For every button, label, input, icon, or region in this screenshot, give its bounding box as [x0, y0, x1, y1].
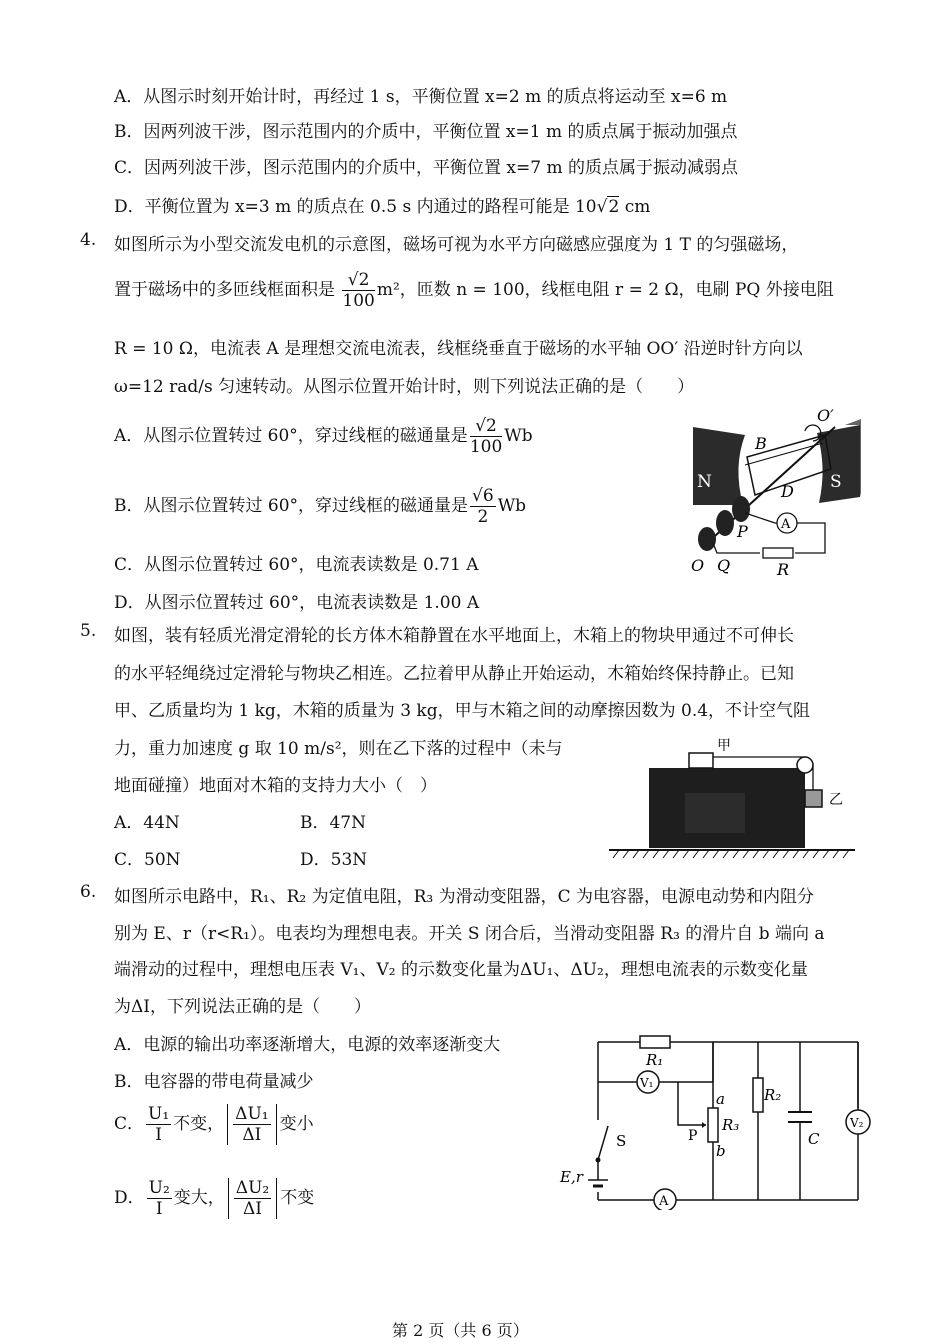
resistor-r2 [753, 1078, 763, 1112]
q6-option-c-frac2-den: ΔI [242, 1125, 262, 1145]
area-fraction [342, 270, 374, 311]
q6-option-a: A．电源的输出功率逐渐增大，电源的效率逐渐变大 [114, 1035, 501, 1055]
q5-stem-line1: 如图，装有轻质光滑定滑轮的长方体木箱静置在水平地面上，木箱上的物块甲通过不可伸长 [114, 626, 794, 646]
box-figure [605, 738, 860, 863]
q4-option-b-unit: Wb [497, 496, 527, 516]
page-footer: 第 2 页（共 6 页） [392, 1321, 529, 1340]
label-r1: R₁ [646, 1051, 664, 1069]
voltmeter-v1-label: V₁ [640, 1076, 654, 1090]
q6-option-c-mid: 不变， [173, 1114, 225, 1134]
q3-option-c: C．因两列波干涉，图示范围内的介质中，平衡位置 x=7 m 的质点属于振动减弱点 [114, 158, 738, 178]
switch-s [598, 1126, 608, 1160]
q6-option-d-frac1-num: U₂ [148, 1178, 170, 1198]
q6-option-c-frac1-num: U₁ [148, 1104, 170, 1124]
label-c: C [808, 1130, 820, 1148]
magnet-s-label: S [830, 472, 842, 492]
label-q: Q [717, 556, 731, 575]
q5-option-c: C．50N [114, 850, 181, 870]
q6-option-c-label: C． [114, 1114, 145, 1134]
label-a: a [716, 1090, 725, 1108]
q5-number: 5. [80, 621, 97, 641]
q3-option-d-unit: cm [619, 197, 651, 217]
label-b: b [716, 1142, 726, 1160]
label-r2: R₂ [764, 1086, 782, 1104]
q6-option-c-abs [227, 1104, 276, 1145]
label-d: D [781, 482, 794, 501]
pulley [797, 757, 813, 773]
q4-option-a-num: √2 [470, 416, 502, 437]
label-r3: R₃ [722, 1116, 740, 1134]
label-jia: 甲 [717, 738, 731, 754]
q6-stem-line2: 别为 E、r（r<R₁）。电表均为理想电表。开关 S 闭合后，当滑动变阻器 R₃ 的滑片自 b 端向 a [114, 924, 825, 944]
q6-option-d [114, 1178, 314, 1219]
label-b: B [755, 434, 767, 453]
q5-stem-line5: 地面碰撞）地面对木箱的支持力大小（ ） [114, 776, 437, 796]
q3-option-b: B．因两列波干涉，图示范围内的介质中，平衡位置 x=1 m 的质点属于振动加强点 [114, 122, 738, 142]
q3-option-d [114, 192, 650, 217]
q6-number: 6. [80, 882, 97, 902]
sqrt-sign: √ [596, 197, 608, 217]
q3-option-d-radicand: 2 [608, 197, 620, 217]
q4-stem-line2 [114, 270, 834, 311]
q4-option-b-den: 2 [477, 507, 489, 527]
q4-option-b-text: B．从图示位置转过 60°，穿过线框的磁通量是 [114, 496, 469, 516]
q6-option-d-abs [228, 1178, 277, 1219]
block-yi [805, 790, 822, 807]
q6-option-c-frac2 [233, 1104, 270, 1145]
label-o-prime: O′ [817, 406, 834, 425]
q6-option-d-end: 不变 [280, 1188, 315, 1208]
q6-stem-line3: 端滑动的过程中，理想电压表 V₁、V₂ 的示数变化量为ΔU₁、ΔU₂，理想电流表的示数变化量 [114, 960, 808, 980]
label-o: O [691, 556, 705, 575]
label-er: E,r [560, 1168, 583, 1186]
q6-option-d-frac1 [147, 1178, 172, 1219]
magnet-n [693, 427, 745, 505]
q6-stem-line4: 为ΔI，下列说法正确的是（ ） [114, 997, 371, 1017]
q6-option-c-frac1 [146, 1104, 171, 1145]
q4-option-a-den: 100 [469, 437, 503, 457]
q4-option-a-text: A．从图示位置转过 60°，穿过线框的磁通量是 [114, 426, 468, 446]
q6-option-c-frac2-num: ΔU₁ [235, 1104, 269, 1124]
q4-option-c: C．从图示位置转过 60°，电流表读数是 0.71 A [114, 555, 479, 575]
q4-stem-line3: R = 10 Ω，电流表 A 是理想交流电流表，线框绕垂直于磁场的水平轴 OO′ 沿逆时针方向以 [114, 339, 803, 359]
q4-option-b-fraction [470, 486, 496, 527]
q4-stem-line1: 如图所示为小型交流发电机的示意图，磁场可视为水平方向磁感应强度为 1 T 的匀强磁场， [114, 235, 799, 255]
q4-option-d: D．从图示位置转过 60°，电流表读数是 1.00 A [114, 593, 480, 613]
q5-option-a: A．44N [114, 813, 180, 833]
q4-option-b [114, 486, 526, 527]
q3-option-d-text: D．平衡位置为 x=3 m 的质点在 0.5 s 内通过的路程可能是 10 [114, 197, 597, 217]
q6-option-d-frac2-den: ΔI [243, 1199, 262, 1219]
q6-option-c-frac1-den: I [155, 1125, 162, 1145]
q5-stem-line3: 甲、乙质量均为 1 kg，木箱的质量为 3 kg，甲与木箱之间的动摩擦因数为 0.4，不计空气阻 [114, 701, 811, 721]
label-p: P [737, 522, 748, 541]
q6-option-d-label: D． [114, 1188, 145, 1208]
block-jia [689, 753, 713, 768]
q5-option-b: B．47N [300, 813, 366, 833]
q4-option-a-fraction [470, 416, 502, 457]
generator-figure [685, 405, 885, 583]
q3-option-a: A．从图示时刻开始计时，再经过 1 s，平衡位置 x=2 m 的质点将运动至 x=6 m [114, 87, 728, 107]
q4-number: 4. [80, 230, 97, 250]
q5-stem-line2: 的水平轻绳绕过定滑轮与物块乙相连。乙拉着甲从静止开始运动，木箱始终保持静止。已知 [114, 664, 794, 684]
q6-stem-line1: 如图所示电路中，R₁、R₂ 为定值电阻，R₃ 为滑动变阻器，C 为电容器，电源电动势和内阻分 [114, 887, 815, 907]
q6-option-b: B．电容器的带电荷量减少 [114, 1072, 314, 1092]
label-p: P [688, 1128, 698, 1144]
label-yi: 乙 [829, 792, 843, 808]
resistor-r3 [708, 1108, 718, 1142]
label-s: S [616, 1132, 627, 1150]
q4-stem-line2-pre: 置于磁场中的多匝线框面积是 [114, 280, 335, 300]
q6-option-d-mid: 变大， [173, 1188, 225, 1208]
q4-option-b-num: √6 [472, 486, 494, 506]
magnet-n-label: N [697, 472, 712, 492]
resistor-r1 [640, 1036, 670, 1048]
resistor-r [763, 548, 793, 558]
q4-option-a-unit: Wb [504, 426, 533, 446]
ammeter-a-label: A [659, 1194, 669, 1209]
ground-hatch [613, 850, 849, 858]
q5-stem-line4: 力，重力加速度 g 取 10 m/s²，则在乙下落的过程中（未与 [114, 739, 563, 759]
q6-option-c-end: 变小 [279, 1114, 314, 1134]
q6-option-d-frac2-num: ΔU₂ [235, 1178, 270, 1198]
voltmeter-v2-label: V₂ [850, 1116, 864, 1130]
area-denominator: 100 [342, 291, 375, 311]
circuit-figure [558, 1030, 878, 1210]
q4-option-a [114, 416, 533, 457]
q4-stem-line2-post: m²，匝数 n = 100，线框电阻 r = 2 Ω，电刷 PQ 外接电阻 [376, 280, 834, 300]
q6-option-d-frac1-den: I [155, 1199, 163, 1219]
area-numerator: √2 [342, 270, 374, 291]
q5-option-d: D．53N [300, 850, 368, 870]
q6-option-c [114, 1104, 314, 1145]
q6-option-d-frac2 [234, 1178, 271, 1219]
label-r: R [777, 560, 790, 579]
q4-stem-line4: ω=12 rad/s 匀速转动。从图示位置开始计时，则下列说法正确的是（ ） [114, 377, 695, 397]
ammeter-label: A [781, 517, 791, 532]
